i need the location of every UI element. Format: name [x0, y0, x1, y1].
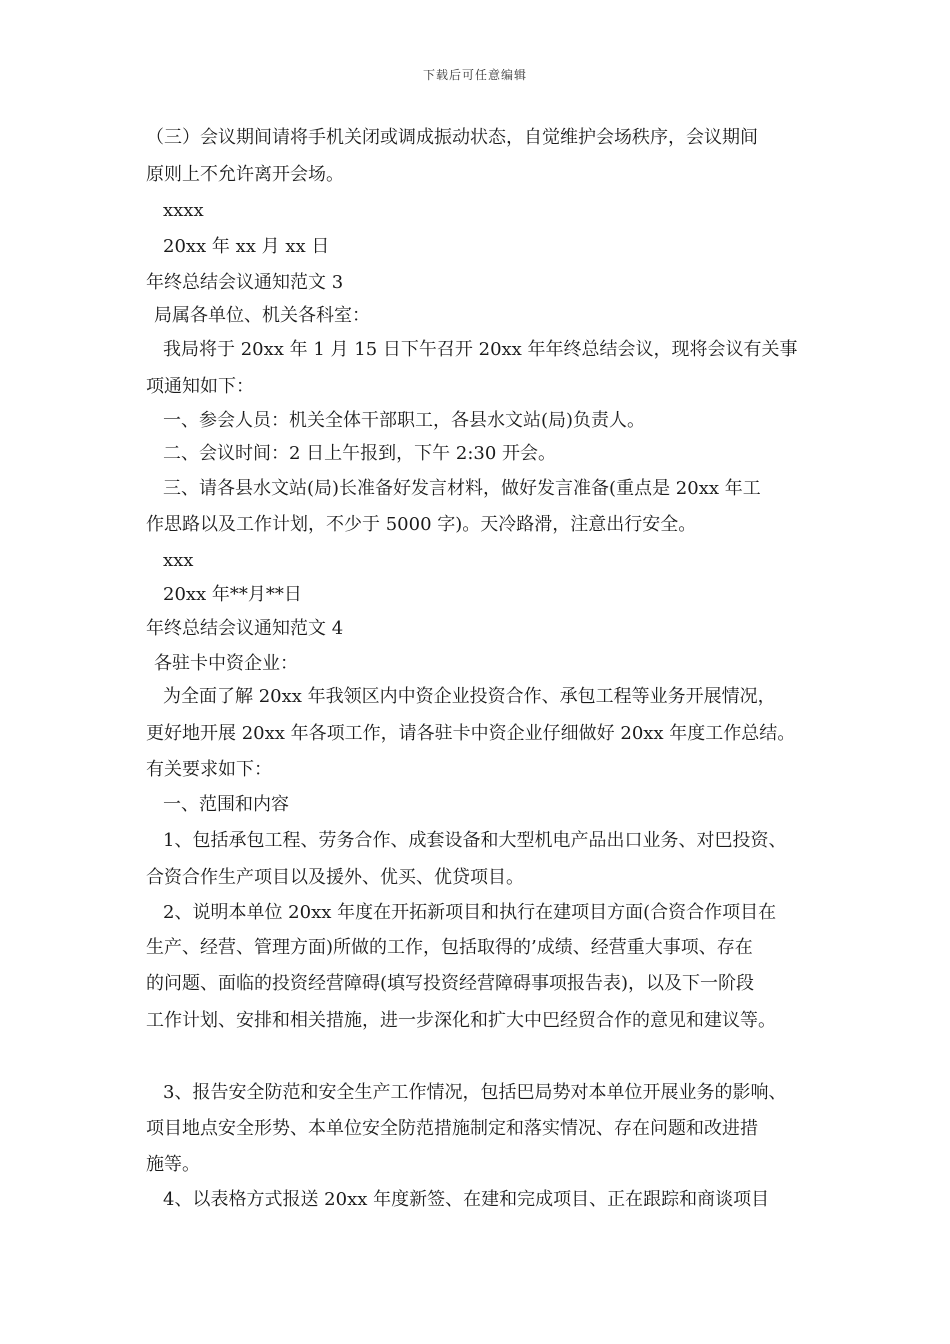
text-line: 一、范围和内容	[163, 794, 289, 815]
text-line: 生产、经营、管理方面)所做的工作，包括取得的’成绩、经营重大事项、存在	[146, 937, 753, 958]
text-line: 作思路以及工作计划，不少于 5000 字)。天冷路滑，注意出行安全。	[146, 514, 697, 535]
text-line: （三）会议期间请将手机关闭或调成振动状态，自觉维护会场秩序，会议期间	[146, 127, 758, 148]
text-line: 二、会议时间：2 日上午报到，下午 2:30 开会。	[163, 443, 557, 464]
text-line: 施等。	[146, 1154, 200, 1175]
section-title: 年终总结会议通知范文 4	[146, 618, 344, 639]
text-line: 3、报告安全防范和安全生产工作情况，包括巴局势对本单位开展业务的影响、	[163, 1082, 787, 1103]
text-line: 项目地点安全形势、本单位安全防范措施制定和落实情况、存在问题和改进措	[146, 1118, 758, 1139]
text-line: 局属各单位、机关各科室：	[154, 305, 370, 326]
text-line: 有关要求如下：	[146, 759, 272, 780]
text-line: xxxx	[163, 200, 204, 221]
text-line: 4、以表格方式报送 20xx 年度新签、在建和完成项目、正在跟踪和商谈项目	[163, 1189, 770, 1210]
page-header: 下载后可任意编辑	[422, 68, 527, 82]
text-line: 的问题、面临的投资经营障碍(填写投资经营障碍事项报告表)，以及下一阶段	[146, 973, 755, 994]
text-line: 原则上不允许离开会场。	[146, 164, 344, 185]
text-line: 更好地开展 20xx 年各项工作，请各驻卡中资企业仔细做好 20xx 年度工作总结。	[146, 723, 796, 744]
text-line: 合资合作生产项目以及援外、优买、优贷项目。	[146, 867, 524, 888]
text-line: 为全面了解 20xx 年我领区内中资企业投资合作、承包工程等业务开展情况，	[163, 686, 776, 707]
text-line: 项通知如下：	[146, 376, 254, 397]
section-title: 年终总结会议通知范文 3	[146, 272, 344, 293]
text-line: 我局将于 20xx 年 1 月 15 日下午召开 20xx 年年终总结会议，现将会议有关事	[163, 339, 798, 360]
text-line: xxx	[163, 550, 194, 571]
text-line: 20xx 年**月**日	[163, 584, 302, 605]
text-line: 各驻卡中资企业：	[154, 653, 298, 674]
text-line: 1、包括承包工程、劳务合作、成套设备和大型机电产品出口业务、对巴投资、	[163, 830, 787, 851]
text-line: 工作计划、安排和相关措施，进一步深化和扩大中巴经贸合作的意见和建议等。	[146, 1010, 776, 1031]
text-line: 一、参会人员：机关全体干部职工，各县水文站(局)负责人。	[163, 410, 646, 431]
text-line: 20xx 年 xx 月 xx 日	[163, 236, 330, 257]
text-line: 2、说明本单位 20xx 年度在开拓新项目和执行在建项目方面(合资合作项目在	[163, 902, 777, 923]
text-line: 三、请各县水文站(局)长准备好发言材料，做好发言准备(重点是 20xx 年工	[163, 478, 761, 499]
